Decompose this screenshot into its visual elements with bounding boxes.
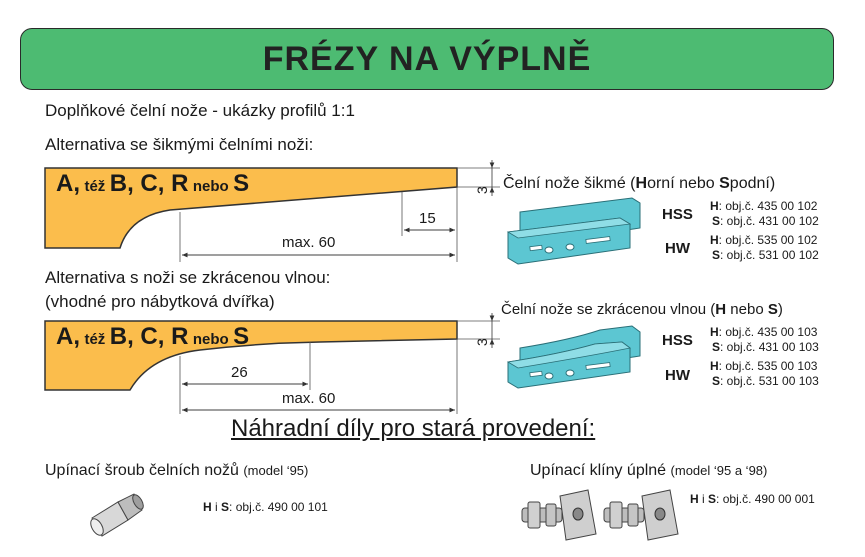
slanted-hw-label: HW xyxy=(665,240,690,257)
short-wave-hss-h-code: H: obj.č. 435 00 103 xyxy=(710,325,818,339)
short-wave-hss-s-code: S: obj.č. 431 00 103 xyxy=(712,340,819,354)
short-wave-hss-label: HSS xyxy=(662,332,693,349)
profile-2-long-dim: max. 60 xyxy=(282,390,336,407)
profile-1-long-dim: max. 60 xyxy=(282,234,336,251)
short-wave-knives-title: Čelní nože se zkrácenou vlnou (H nebo S) xyxy=(501,301,783,318)
slanted-hss-h-code: H: obj.č. 435 00 102 xyxy=(710,199,818,213)
short-wave-hw-h-code: H: obj.č. 535 00 103 xyxy=(710,359,818,373)
wedge-picture-2 xyxy=(604,490,678,540)
slanted-hss-s-code: S: obj.č. 431 00 102 xyxy=(712,214,819,228)
profile-1-short-dim: 15 xyxy=(419,210,436,227)
screw-picture xyxy=(88,493,145,537)
wedge-picture-1 xyxy=(522,490,596,540)
slanted-knives-title: Čelní nože šikmé (Horní nebo Spodní) xyxy=(503,175,776,192)
short-wave-knives-picture xyxy=(508,326,640,388)
profile-2-short-dim: 26 xyxy=(231,364,248,381)
profile-2-label: A, též B, C, R nebo S xyxy=(56,323,250,350)
alternative-2-heading: Alternativa s noži se zkrácenou vlnou: xyxy=(45,268,331,287)
slanted-hw-h-code: H: obj.č. 535 00 102 xyxy=(710,233,818,247)
page-title: FRÉZY NA VÝPLNĚ xyxy=(262,39,592,78)
wedge-title: Upínací klíny úplné (model ‘95 a ‘98) xyxy=(530,462,768,479)
slanted-knives-picture xyxy=(508,198,640,264)
profile-1-label: A, též B, C, R nebo S xyxy=(56,170,250,197)
profile-2-height-dim: 3 xyxy=(474,338,490,346)
alternative-2-note: (vhodné pro nábytková dvířka) xyxy=(45,292,275,311)
spare-parts-heading: Náhradní díly pro stará provedení: xyxy=(231,415,596,442)
short-wave-hw-label: HW xyxy=(665,367,690,384)
intro-text: Doplňkové čelní nože - ukázky profilů 1:1 xyxy=(45,101,355,120)
wedge-code: H i S: obj.č. 490 00 001 xyxy=(690,492,815,506)
slanted-hss-label: HSS xyxy=(662,206,693,223)
screw-title: Upínací šroub čelních nožů (model ‘95) xyxy=(45,462,309,479)
short-wave-hw-s-code: S: obj.č. 531 00 103 xyxy=(712,374,819,388)
slanted-hw-s-code: S: obj.č. 531 00 102 xyxy=(712,248,819,262)
profile-1-height-dim: 3 xyxy=(474,186,490,194)
screw-code: H i S: obj.č. 490 00 101 xyxy=(203,500,328,514)
alternative-1-heading: Alternativa se šikmými čelními noži: xyxy=(45,135,314,154)
